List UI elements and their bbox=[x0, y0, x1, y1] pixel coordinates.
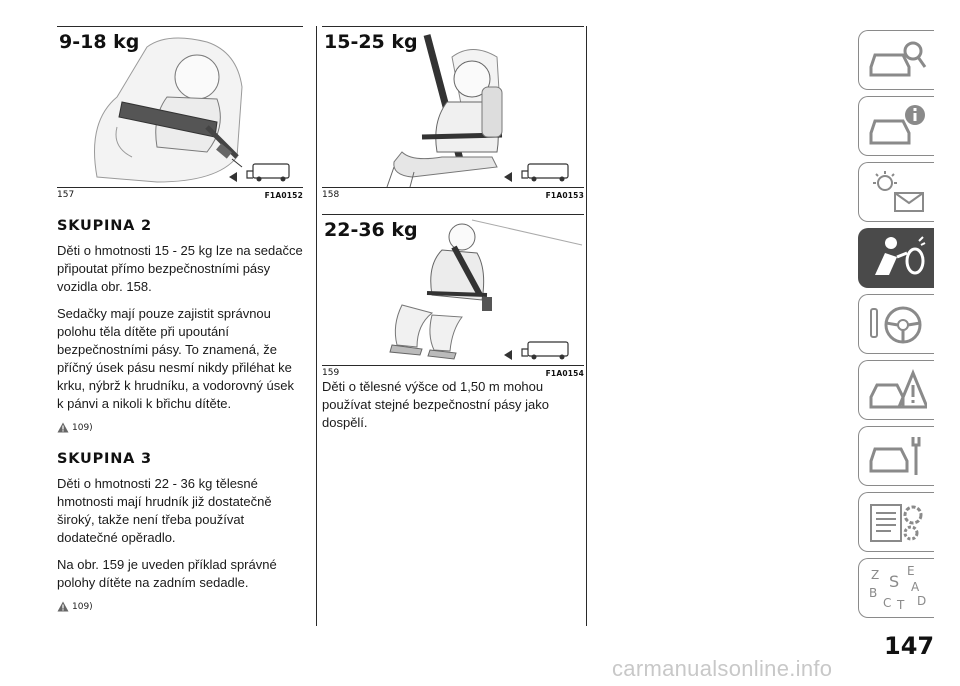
rear-facing-van-icon bbox=[504, 342, 568, 360]
car-warning-triangle-icon bbox=[867, 367, 927, 413]
tab-technical-data[interactable] bbox=[858, 492, 934, 552]
car-info-icon bbox=[867, 103, 927, 149]
index-letter: C bbox=[883, 596, 892, 610]
index-letter: B bbox=[869, 586, 878, 600]
rear-facing-van-icon bbox=[229, 164, 289, 182]
index-letters-icon bbox=[867, 565, 927, 611]
tab-safety[interactable] bbox=[858, 228, 934, 288]
figure-caption bbox=[322, 365, 584, 378]
figure-code: F1A0153 bbox=[545, 191, 584, 200]
car-wrench-icon bbox=[867, 433, 927, 479]
warning-reference[interactable] bbox=[57, 422, 303, 433]
figure-code: F1A0152 bbox=[264, 191, 303, 200]
tab-warning-lights[interactable] bbox=[858, 162, 934, 222]
car-search-icon bbox=[867, 37, 927, 83]
figure-caption bbox=[57, 187, 303, 200]
seat-airbag-icon bbox=[867, 235, 927, 281]
chapter-tabs bbox=[858, 30, 934, 624]
left-column bbox=[57, 26, 303, 622]
index-letter: S bbox=[889, 572, 900, 591]
footnote-ref: 109) bbox=[72, 601, 93, 612]
index-letter: E bbox=[907, 565, 915, 578]
figure-weight-label: 22-36 kg bbox=[324, 219, 418, 241]
warning-triangle-icon bbox=[57, 422, 69, 433]
column-divider bbox=[586, 26, 587, 626]
figure-weight-label: 15-25 kg bbox=[324, 31, 418, 53]
paragraph: Děti o hmotnosti 22 - 36 kg tělesné hmotnosti mají hrudník již dostatečně široký, takže není třeba používat dodatečné opěradlo. bbox=[57, 476, 272, 545]
figure-number: 158 bbox=[322, 190, 340, 200]
tab-car-search[interactable] bbox=[858, 30, 934, 90]
figure-caption bbox=[322, 187, 584, 200]
figure-158 bbox=[322, 27, 584, 200]
tab-driving[interactable] bbox=[858, 294, 934, 354]
figure-number: 159 bbox=[322, 368, 340, 378]
tab-emergency[interactable] bbox=[858, 360, 934, 420]
warning-reference[interactable] bbox=[57, 601, 303, 612]
warning-triangle-icon bbox=[57, 601, 69, 612]
watermark: carmanualsonline.info bbox=[612, 656, 833, 681]
figure-weight-label: 9-18 kg bbox=[59, 31, 140, 53]
paragraph: Děti o hmotnosti 15 - 25 kg lze na sedačce připoutat přímo bezpečnostními pásy vozidla obr. 158. bbox=[57, 243, 303, 294]
warning-light-icon bbox=[867, 169, 927, 215]
figure-157 bbox=[57, 27, 303, 200]
paragraph: Na obr. 159 je uveden příklad správné polohy dítěte na zadním sedadle. bbox=[57, 557, 277, 590]
tab-index[interactable] bbox=[858, 558, 934, 618]
paragraph: Děti o tělesné výšce od 1,50 m mohou používat stejné bezpečnostní pásy jako dospělí. bbox=[322, 379, 549, 430]
figure-number: 157 bbox=[57, 190, 75, 200]
index-letter: A bbox=[911, 580, 920, 594]
right-column bbox=[322, 26, 584, 441]
section-heading-skupina-3: SKUPINA 3 bbox=[57, 451, 152, 467]
section-heading-skupina-2: SKUPINA 2 bbox=[57, 218, 152, 234]
figure-159 bbox=[322, 215, 584, 378]
page-number: 147 bbox=[884, 632, 935, 660]
index-letter: Z bbox=[871, 568, 880, 582]
rear-facing-van-icon bbox=[504, 164, 568, 182]
tab-maintenance[interactable] bbox=[858, 426, 934, 486]
index-letter: D bbox=[917, 594, 927, 608]
paragraph: Sedačky mají pouze zajistit správnou polohu těla dítěte při upoutání bezpečnostními pásy. To znamená, že příčný úsek pásu nesmí nikdy přiléhat ke krku, nýbrž k hrudníku, a vodorovný úsek k pánvi a nikoli k břichu dítěte. bbox=[57, 306, 295, 411]
footnote-ref: 109) bbox=[72, 422, 93, 433]
technical-data-icon bbox=[867, 499, 927, 545]
index-letter: T bbox=[897, 598, 905, 611]
steering-wheel-icon bbox=[867, 301, 927, 347]
tab-car-info[interactable] bbox=[858, 96, 934, 156]
figure-code: F1A0154 bbox=[545, 369, 584, 378]
column-divider bbox=[316, 26, 317, 626]
